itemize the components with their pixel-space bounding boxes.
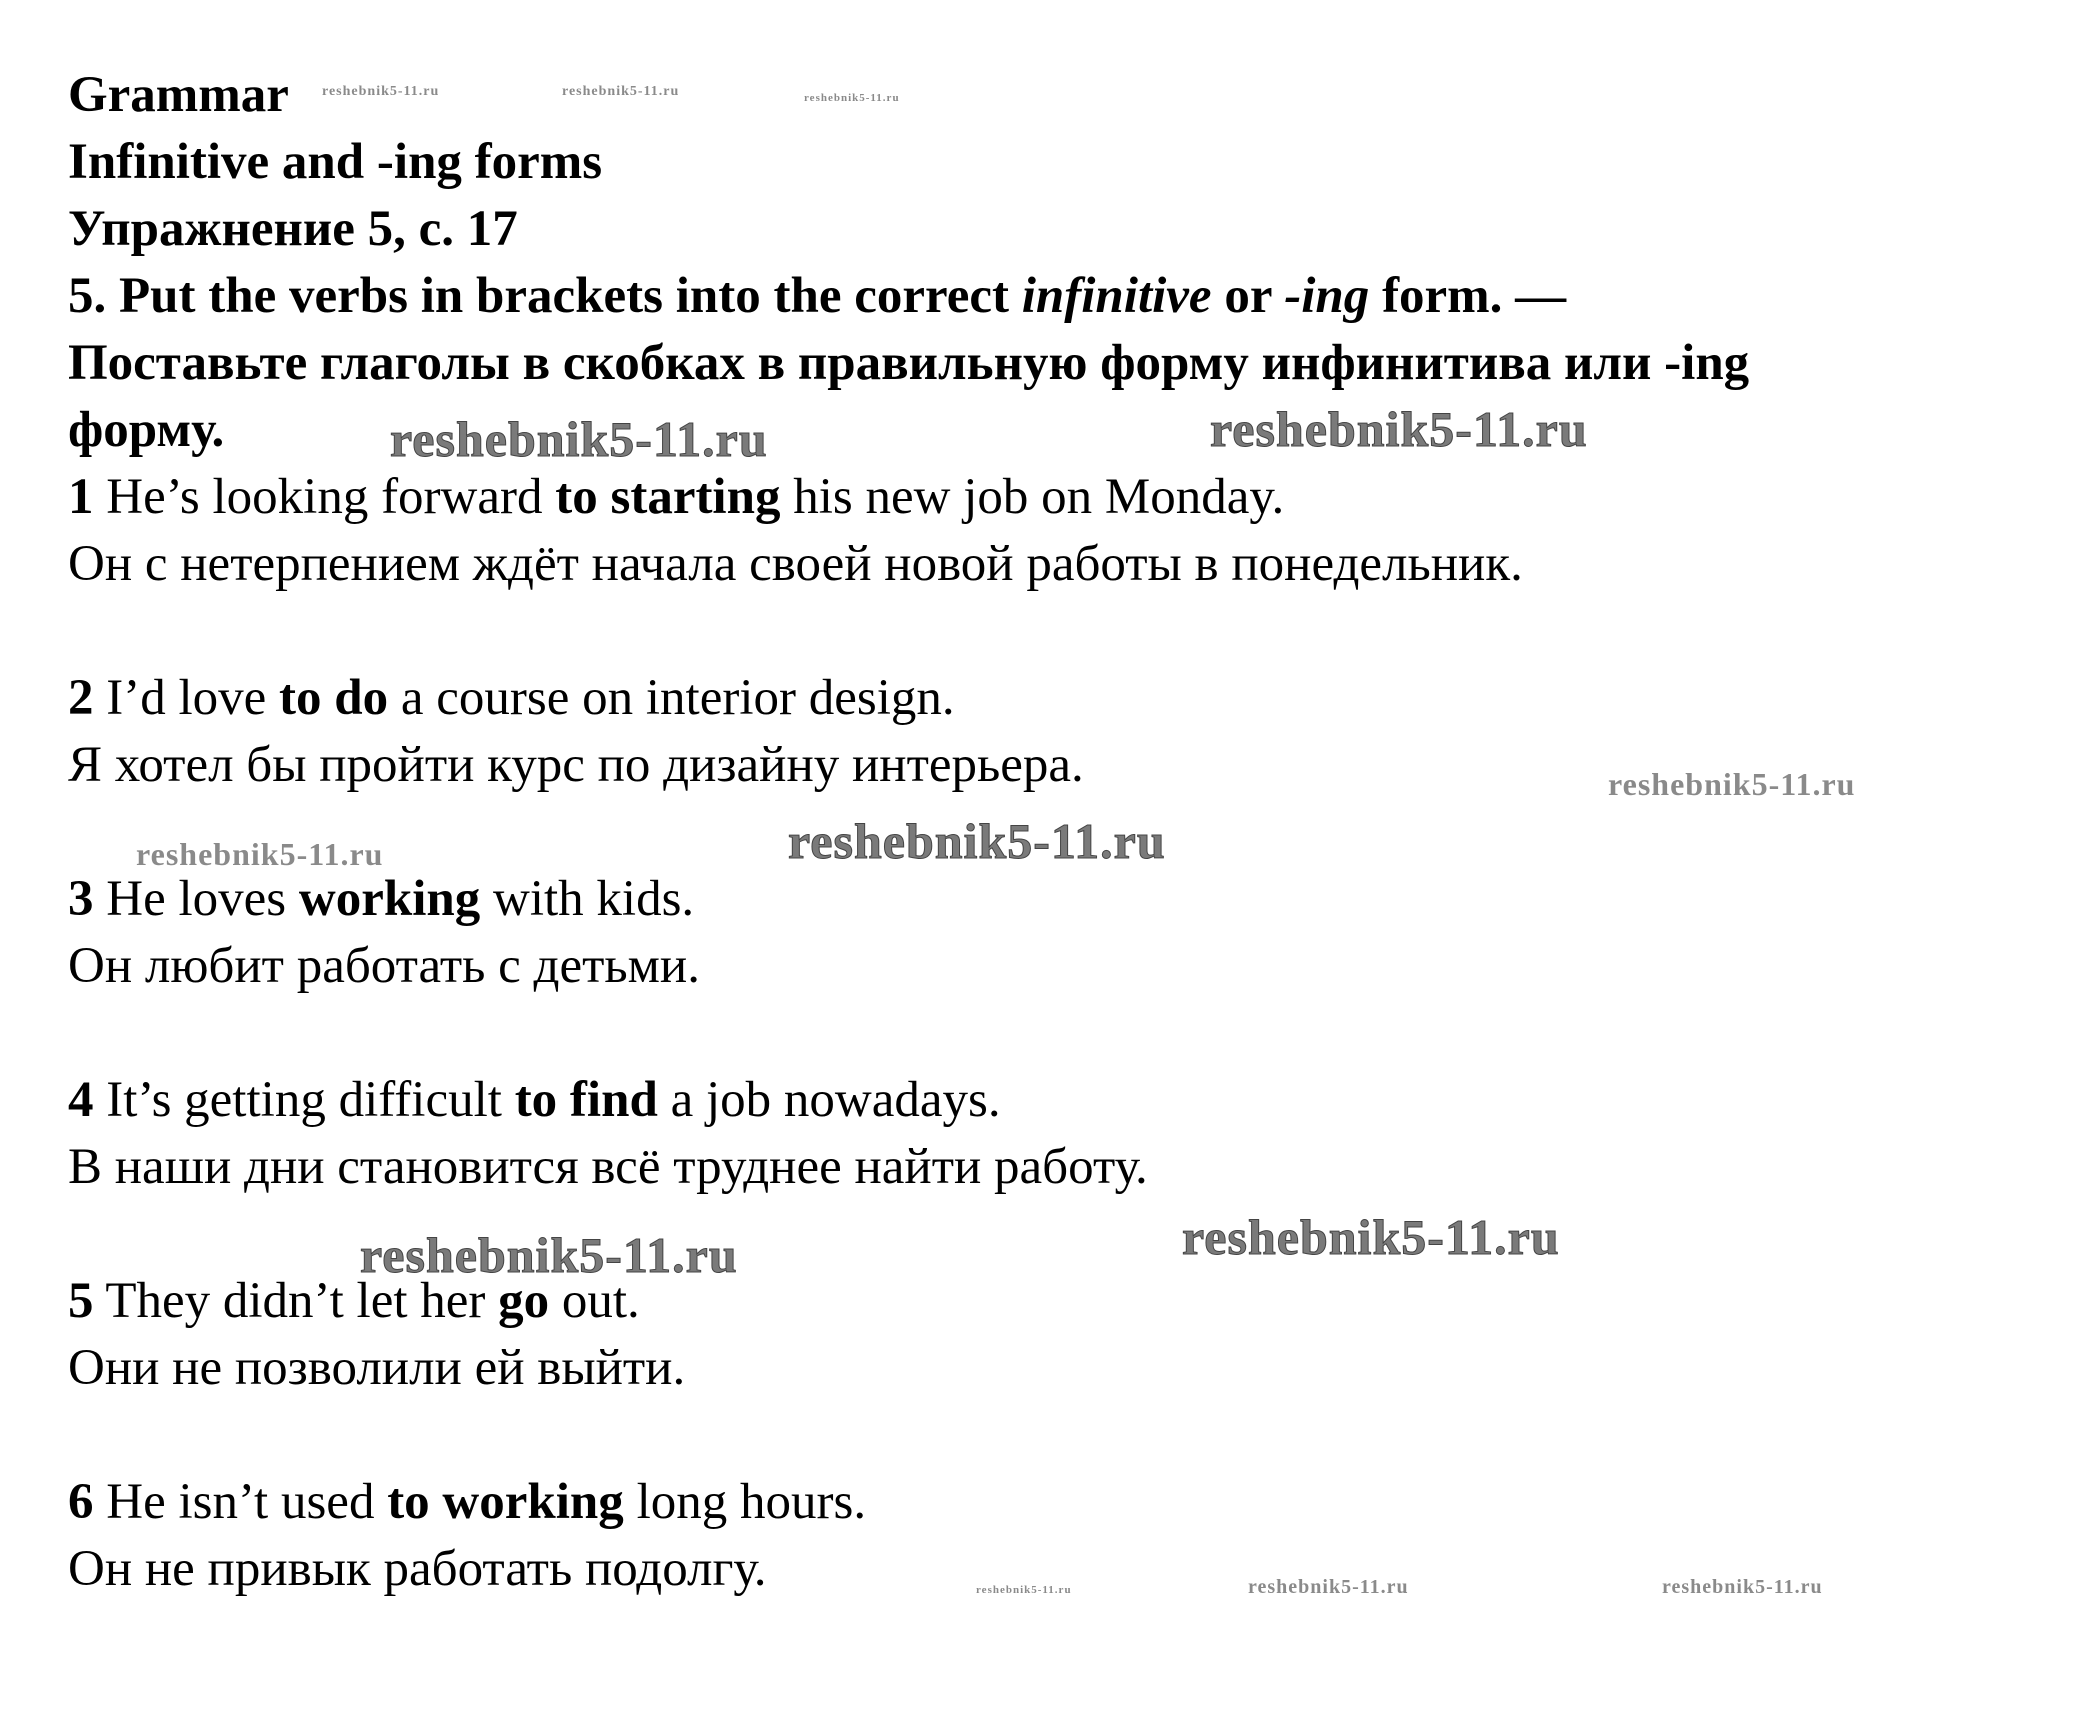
item-translation: Я хотел бы пройти курс по дизайну интерьера. <box>68 737 1084 793</box>
watermark: reshebnik5-11.ru <box>562 84 680 99</box>
item-translation: Он не привык работать подолгу. <box>68 1541 767 1597</box>
watermark: reshebnik5-11.ru <box>1608 766 1856 802</box>
item-answer: to do <box>279 670 389 726</box>
exercise-item <box>68 1268 2028 1402</box>
item-sentence: 2 I’d love to do a course on interior design. <box>68 670 955 726</box>
watermark: reshebnik5-11.ru <box>804 92 900 104</box>
exercise-item <box>68 464 2028 598</box>
watermark: reshebnik5-11.ru <box>1248 1576 1409 1598</box>
exercise-item <box>68 1067 2028 1201</box>
task-instruction-ru-line2: форму. <box>68 402 225 458</box>
item-translation: Он с нетерпением ждёт начала своей новой работы в понедельник. <box>68 536 1523 592</box>
watermark: reshebnik5-11.ru <box>390 411 768 467</box>
watermark: reshebnik5-11.ru <box>1210 401 1588 457</box>
item-answer: to working <box>387 1474 624 1530</box>
task-instruction-en: 5. Put the verbs in brackets into the correct infinitive or -ing form. — <box>68 268 1567 324</box>
item-sentence: 5 They didn’t let her go out. <box>68 1273 640 1329</box>
topic-title: Infinitive and -ing forms <box>68 134 603 190</box>
item-answer: to starting <box>555 469 781 525</box>
watermark: reshebnik5-11.ru <box>1182 1209 1560 1265</box>
item-translation: В наши дни становится всё труднее найти работу. <box>68 1139 1148 1195</box>
item-answer: to find <box>514 1072 658 1128</box>
item-answer: go <box>498 1273 550 1329</box>
exercise-item <box>68 866 2028 1000</box>
item-translation: Они не позволили ей выйти. <box>68 1340 686 1396</box>
item-sentence: 3 He loves working with kids. <box>68 871 695 927</box>
watermark: reshebnik5-11.ru <box>136 836 384 872</box>
watermark: reshebnik5-11.ru <box>322 84 440 99</box>
task-instruction-ru-line1: Поставьте глаголы в скобках в правильную форму инфинитива или -ing <box>68 335 1750 391</box>
item-answer: working <box>298 871 481 927</box>
section-title: Grammar <box>68 67 289 123</box>
watermark: reshebnik5-11.ru <box>360 1227 738 1283</box>
exercise-reference: Упражнение 5, с. 17 <box>68 201 518 257</box>
item-sentence: 1 He’s looking forward to starting his new job on Monday. <box>68 469 1285 525</box>
item-sentence: 4 It’s getting difficult to find a job nowadays. <box>68 1072 1001 1128</box>
watermark: reshebnik5-11.ru <box>976 1584 1072 1596</box>
watermark: reshebnik5-11.ru <box>788 813 1166 869</box>
item-sentence: 6 He isn’t used to working long hours. <box>68 1474 867 1530</box>
watermark: reshebnik5-11.ru <box>1662 1576 1823 1598</box>
item-translation: Он любит работать с детьми. <box>68 938 700 994</box>
